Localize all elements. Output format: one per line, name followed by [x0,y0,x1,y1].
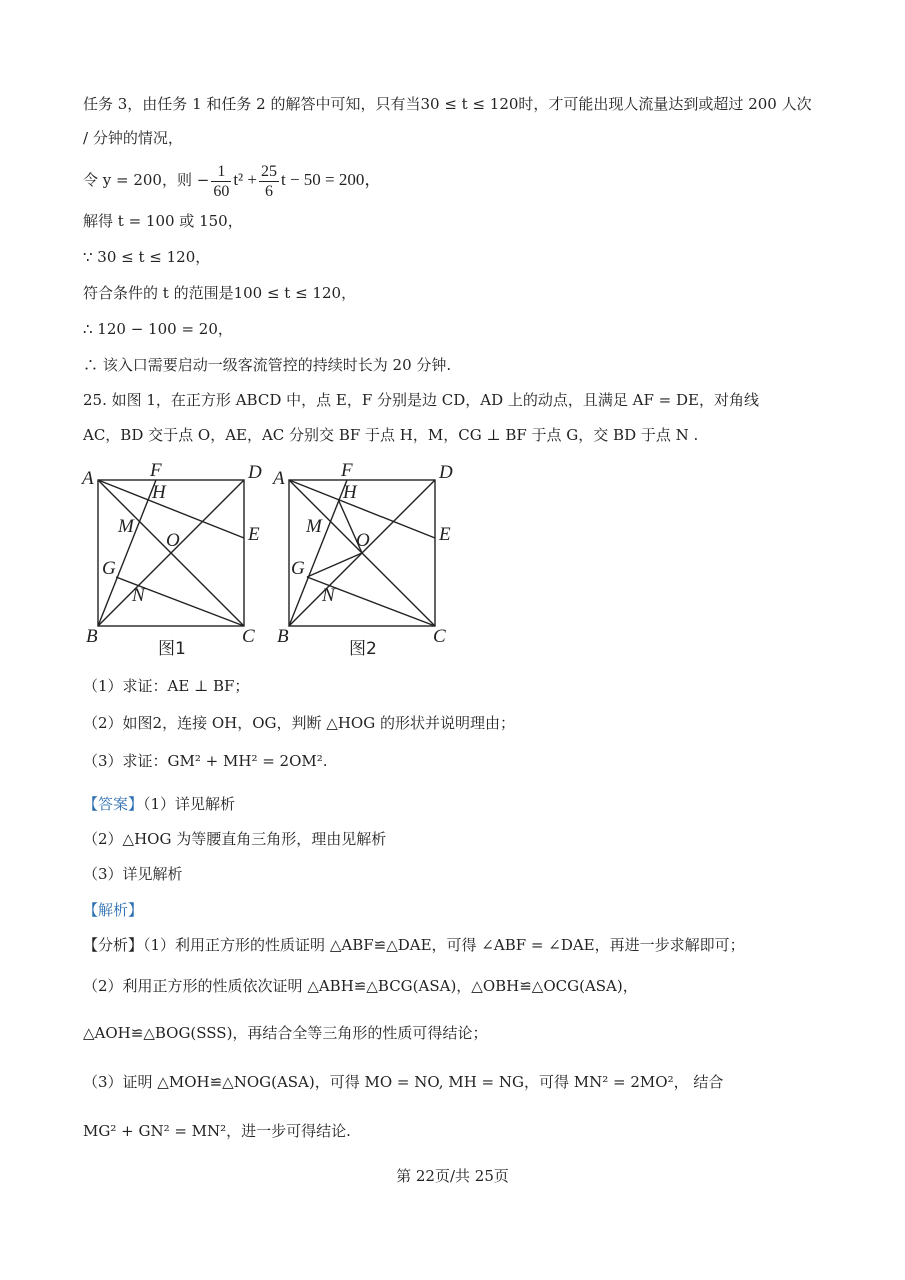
label-a-2: A [273,468,285,489]
analysis-tag-line: 【解析】 [83,901,144,919]
segment-og-2 [307,553,362,577]
question-25-line2: AC，BD 交于点 O，AE，AC 分别交 BF 于点 H，M，CG ⊥ BF 于点 G，交 BD 于点 N . [83,426,699,444]
figures-svg [80,458,480,668]
solve-line: 解得 t = 100 或 150， [83,212,243,230]
answer-line-1: 【答案】（1）详见解析 [83,795,236,813]
label-d-1: D [248,462,262,483]
analysis-line-2: （2）利用正方形的性质依次证明 △ABH≌△BCG(ASA)，△OBH≌△OCG(ASA)， [83,977,638,995]
figure-1 [98,480,244,626]
label-o-2: O [356,530,370,551]
label-m-2: M [306,516,322,537]
label-h-1: H [152,482,166,503]
label-f-1: F [150,460,162,481]
label-h-2: H [343,482,357,503]
part-2-question: （2）如图2，连接 OH，OG，判断 △HOG 的形状并说明理由； [83,714,515,732]
label-d-2: D [439,462,453,483]
label-e-1: E [248,524,260,545]
task3-line1: 任务 3，由任务 1 和任务 2 的解答中可知，只有当30 ≤ t ≤ 120时，才可能出现人流量达到或超过 200 人次 [83,95,812,113]
label-b-2: B [277,626,289,647]
caption-figure-1: 图1 [158,639,186,659]
label-f-2: F [341,460,353,481]
caption-figure-2: 图2 [349,639,377,659]
fraction-25-6: $\frac{25}{6}$ [261,162,277,200]
label-g-1: G [102,558,116,579]
conclusion-line: ∴ 该入口需要启动一级客流管控的持续时长为 20 分钟. [83,356,452,374]
label-g-2: G [291,558,305,579]
task3-line2: / 分钟的情况， [83,129,183,147]
label-n-2: N [322,585,335,606]
label-a-1: A [82,468,94,489]
part-1-question: （1）求证：AE ⊥ BF； [83,677,250,695]
part-3-question: （3）求证：GM² + MH² = 2OM². [83,752,328,770]
label-e-2: E [439,524,451,545]
figure-2 [289,480,435,626]
segment-bf-2 [289,480,347,626]
label-c-1: C [242,626,255,647]
label-c-2: C [433,626,446,647]
geometry-figures [80,458,480,672]
label-m-1: M [118,516,134,537]
question-25-line1: 25. 如图 1，在正方形 ABCD 中，点 E，F 分别是边 CD，AD 上的动点，且满足 AF = DE，对角线 [83,391,759,409]
equation-line: 令 y = 200，则 − $\frac{1}{60}$ t² + $\frac{25}{6}$ t − 50 = 200， [83,162,382,200]
fraction-1-60: $\frac{1}{60}$ [213,162,230,200]
page-footer: 第 22页/共 25页 [396,1167,509,1185]
answer-line-3: （3）详见解析 [83,865,183,883]
label-o-1: O [166,530,180,551]
answer-line-2: （2）△HOG 为等腰直角三角形，理由见解析 [83,830,387,848]
label-n-1: N [132,585,145,606]
segment-bf-1 [98,480,156,626]
label-b-1: B [86,626,98,647]
fenxi-tag: 【分析】 [83,936,144,954]
difference-line: ∴ 120 − 100 = 20， [83,320,233,338]
analysis-line-1: 【分析】（1）利用正方形的性质证明 △ABF≌△DAE，可得 ∠ABF = ∠DAE，再进一步求解即可； [83,936,745,954]
range-line: 符合条件的 t 的范围是100 ≤ t ≤ 120， [83,284,357,302]
analysis-line-5: MG² + GN² = MN²，进一步可得结论. [83,1122,351,1140]
because-line: ∵ 30 ≤ t ≤ 120， [83,248,211,266]
answer-tag: 【答案】 [83,795,144,813]
analysis-line-3: △AOH≌△BOG(SSS)，再结合全等三角形的性质可得结论； [83,1024,488,1042]
analysis-line-4: （3）证明 △MOH≌△NOG(ASA)，可得 MO = NO, MH = NG，可得 MN² = 2MO²， 结合 [83,1073,724,1091]
